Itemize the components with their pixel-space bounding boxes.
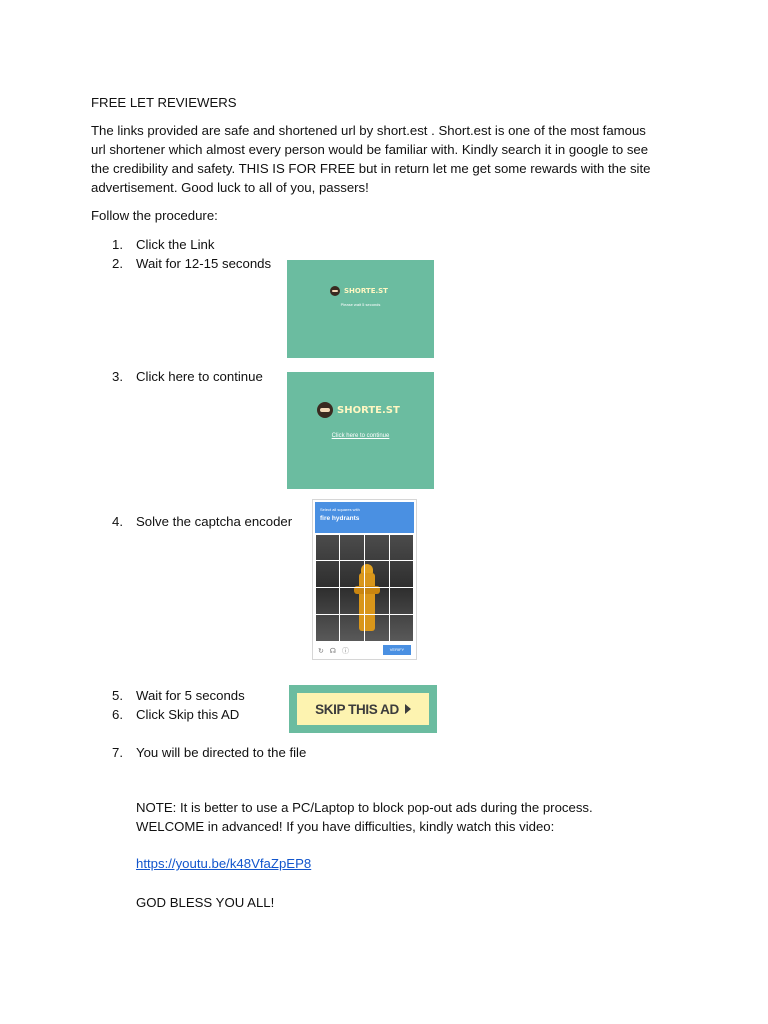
continue-screenshot bbox=[287, 372, 434, 489]
wait-screenshot bbox=[287, 260, 434, 358]
step-6: 6. Click Skip this AD bbox=[112, 707, 240, 722]
captcha-footer bbox=[315, 642, 414, 658]
step-1: 1. Click the Link bbox=[112, 237, 215, 252]
captcha-grid[interactable] bbox=[315, 534, 414, 642]
procedure-heading: Follow the procedure: bbox=[91, 208, 218, 223]
closing-text: GOD BLESS YOU ALL! bbox=[136, 895, 275, 910]
skip-ad-button[interactable]: SKIP THIS AD bbox=[297, 693, 429, 725]
play-arrow-icon bbox=[405, 704, 411, 714]
note-paragraph: NOTE: It is better to use a PC/Laptop to block pop-out ads during the process. WELCOME in advanced! If you have difficulties, kindly watch this video: bbox=[136, 800, 593, 834]
verify-button[interactable]: VERIFY bbox=[383, 645, 411, 655]
step-3: 3. Click here to continue bbox=[112, 369, 263, 384]
captcha-controls-icon[interactable]: ↻ ☊ ⓘ bbox=[318, 648, 351, 655]
step-2: 2. Wait for 12-15 seconds bbox=[112, 256, 272, 271]
step-4: 4. Solve the captcha encoder bbox=[112, 514, 293, 529]
captcha-header: Select all squares with fire hydrants bbox=[315, 502, 414, 533]
document-title: FREE LET REVIEWERS bbox=[91, 95, 237, 110]
skip-ad-screenshot bbox=[289, 685, 437, 733]
step-7: 7. You will be directed to the file bbox=[112, 745, 307, 760]
video-link[interactable]: https://youtu.be/k48VfaZpEP8 bbox=[136, 856, 312, 871]
ninja-icon bbox=[317, 402, 333, 418]
shortest-logo: SHORTE.ST bbox=[317, 402, 400, 418]
continue-link[interactable]: Click here to continue bbox=[331, 433, 390, 439]
ninja-icon bbox=[330, 286, 340, 296]
step-5: 5. Wait for 5 seconds bbox=[112, 688, 245, 703]
captcha-screenshot bbox=[312, 499, 417, 660]
intro-paragraph: The links provided are safe and shortened url by short.est . Short.est is one of the most famous url shortener which almost every person would be familiar with. Kindly search it in google to see the credibility and safety. THIS IS FOR FREE but in return let me get some rewards with the site advertisement. Good luck to all of you, passers! bbox=[91, 123, 651, 195]
shortest-logo: SHORTE.ST bbox=[330, 286, 388, 296]
wait-caption: Please wait 5 seconds bbox=[340, 302, 381, 307]
